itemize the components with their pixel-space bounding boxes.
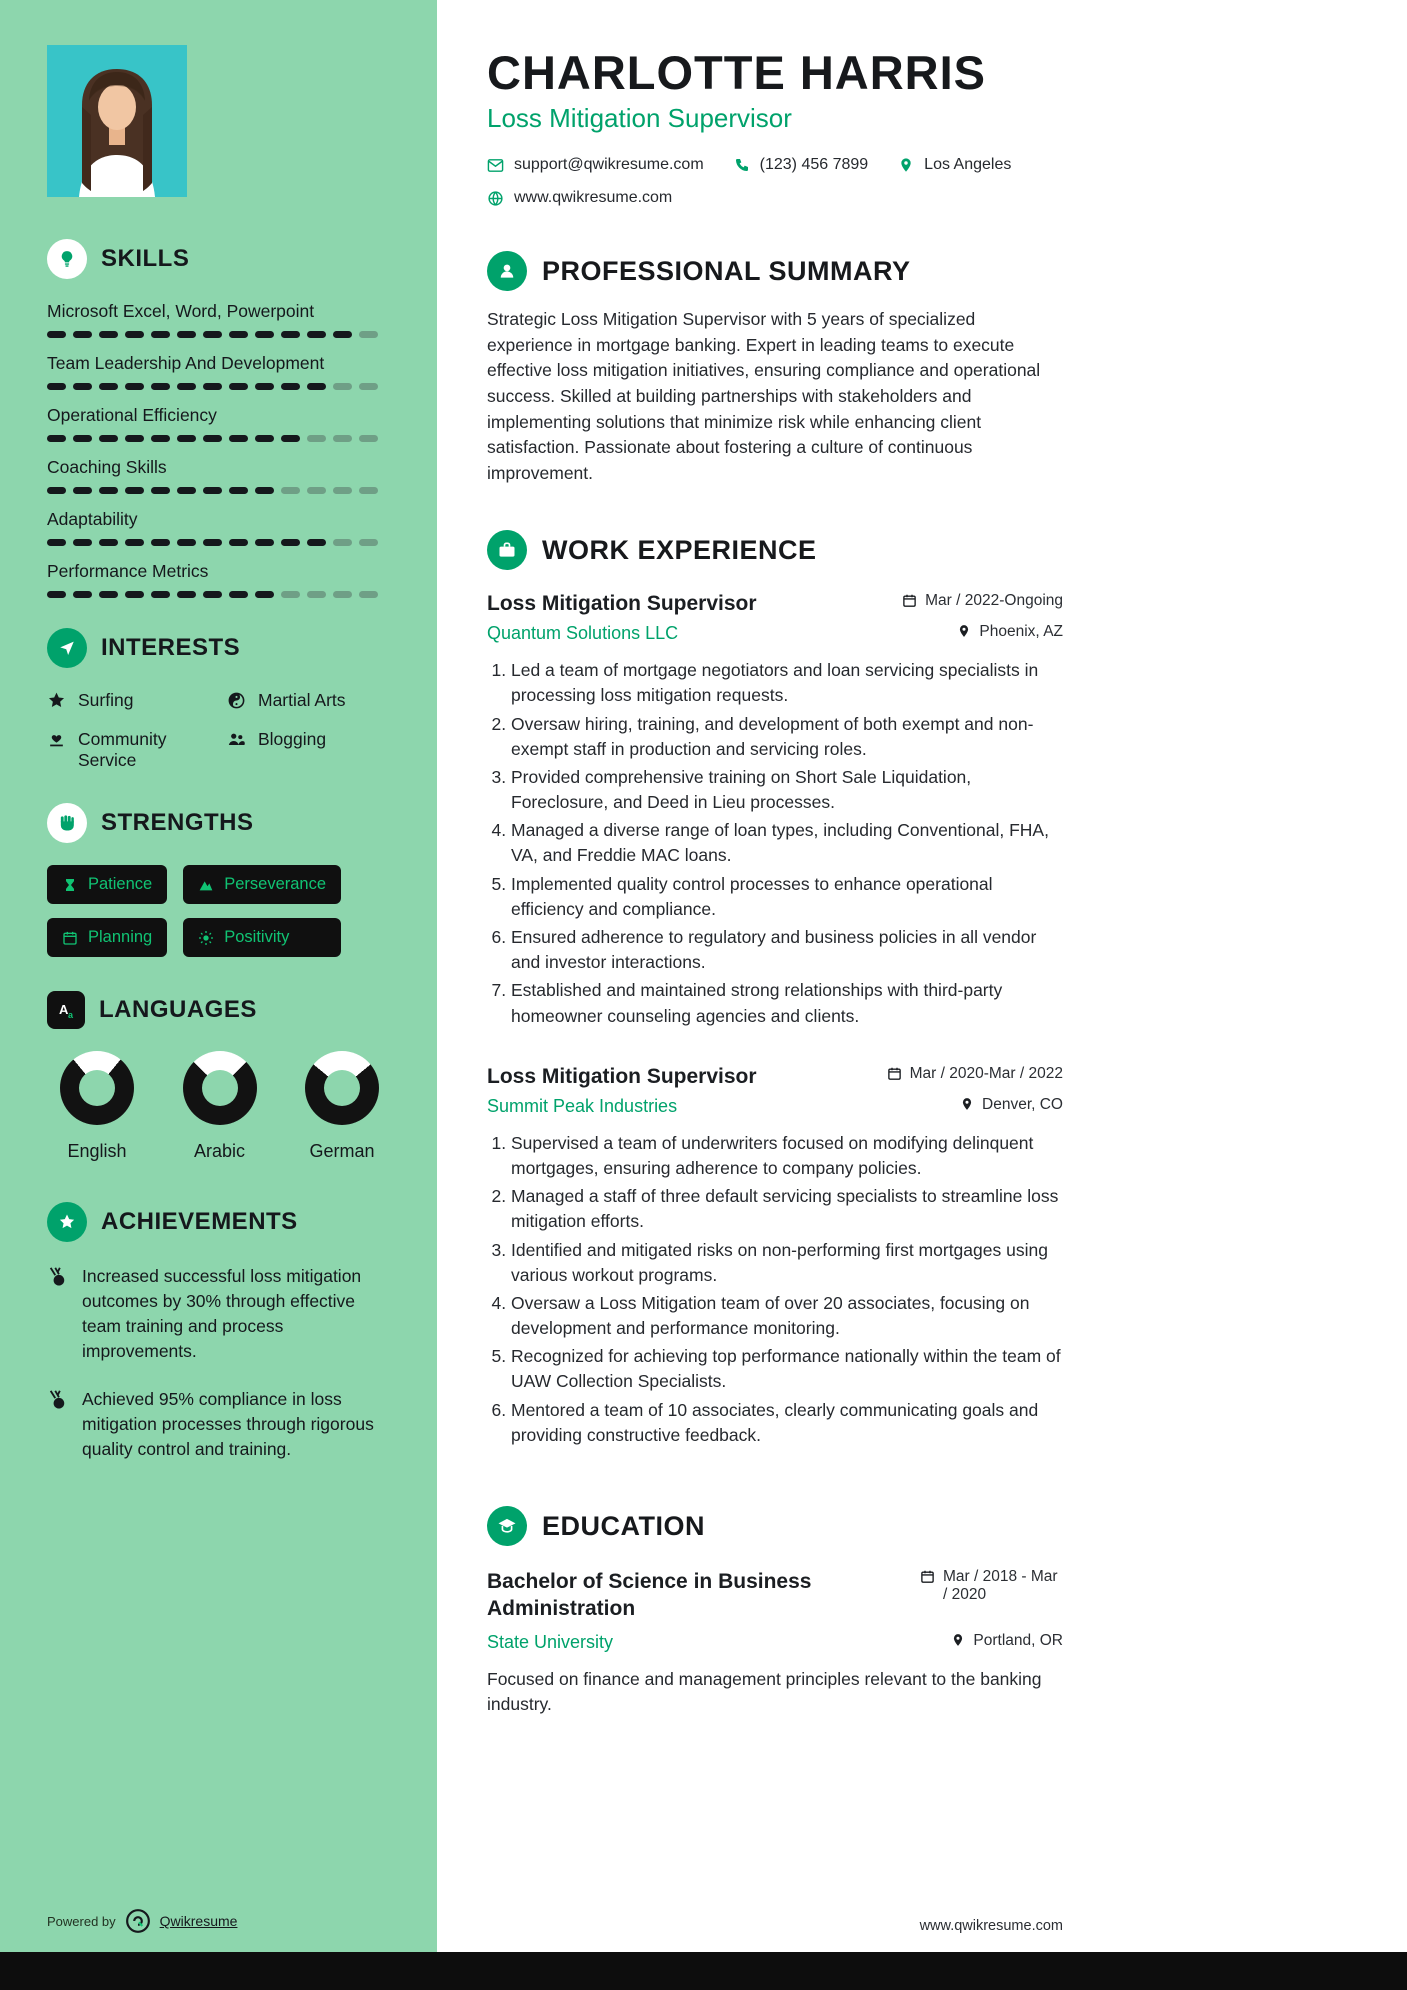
achievements-section [47,1202,392,1462]
strength-pill: Planning [47,918,167,957]
job-bullet: 6. Mentored a team of 10 associates, clearly communicating goals and providing constructive feedback. [511,1398,1063,1448]
language-item: Arabic [170,1051,270,1162]
education-description: Focused on finance and management principles relevant to the banking industry. [487,1668,1042,1715]
job-entry [487,592,1063,1029]
education-title: EDUCATION [542,1510,705,1541]
person-name: CHARLOTTE HARRIS [487,46,987,99]
job-bullet: 5. Recognized for achieving top performance nationally within the team of UAW Collection Specialists. [511,1344,1063,1394]
job-location: Phoenix, AZ [957,623,1063,641]
summary-title: PROFESSIONAL SUMMARY [542,255,911,286]
phone-number: (123) 456 7899 [734,156,869,174]
interests-section [47,628,392,771]
lightbulb-icon [47,239,87,279]
job-bullet: 3. Provided comprehensive training on Short Sale Liquidation, Foreclosure, and Deed in Lieu processes. [511,765,1063,815]
job-dates: Mar / 2022-Ongoing [902,592,1063,610]
job-location: Denver, CO [960,1096,1063,1114]
strengths-title: STRENGTHS [101,809,254,836]
experience-section [487,530,1063,1448]
medal-icon [47,1389,69,1411]
job-bullet: 4. Oversaw a Loss Mitigation team of over 20 associates, focusing on development and performance monitoring. [511,1291,1063,1341]
job-bullet: 7. Established and maintained strong relationships with third-party homeowner counseling agencies and clients. [511,978,1063,1028]
fist-icon [47,803,87,843]
achievement-item: Increased successful loss mitigation outcomes by 30% through effective team training and process improvements. [47,1264,392,1363]
qwikresume-link[interactable]: Qwikresume [159,1913,238,1929]
globe-icon [487,190,504,207]
summary-section [487,251,1063,486]
job-dates: Mar / 2020-Mar / 2022 [887,1065,1063,1083]
skill-item: Coaching Skills [47,457,392,494]
skills-title: SKILLS [101,245,190,272]
skill-bar [47,591,392,598]
job-bullet: 4. Managed a diverse range of loan types, including Conventional, FHA, VA, and Freddie MAC loans. [511,818,1063,868]
summary-text: Strategic Loss Mitigation Supervisor with 5 years of specialized experience in mortgage banking. Expert in leading teams to execute effective loss mitigation initiatives, ensuring compliance and operational success. Skilled at building partnerships with stakeholders and implementing solutions that minimize risk while enhancing client satisfaction. Passionate about fostering a culture of continuous improvement. [487,309,1041,483]
education-entry [487,1568,1063,1718]
language-donut [60,1051,134,1125]
strength-pill: Perseverance [183,865,341,904]
achievements-title: ACHIEVEMENTS [101,1208,298,1235]
map-pin-icon [957,624,971,638]
skill-bar [47,331,392,338]
calendar-icon [920,1569,935,1584]
website-link[interactable]: www.qwikresume.com [487,189,672,207]
interest-item: Surfing [47,690,219,711]
job-bullet: 1. Supervised a team of underwriters focused on modifying delinquent mortgages, ensuring adherence to company policies. [511,1131,1063,1181]
hand-heart-icon [47,730,66,749]
user-icon [487,251,527,291]
education-location: Portland, OR [951,1632,1063,1650]
star-icon [47,691,66,710]
languages-section [47,991,392,1162]
map-pin-icon [951,1633,965,1647]
interests-title: INTERESTS [101,634,241,661]
powered-by [47,1908,237,1934]
interest-item: Blogging [227,729,392,771]
location-label: Los Angeles [898,156,1011,174]
interest-item: Martial Arts [227,690,392,711]
skill-bar [47,383,392,390]
bottom-bar [0,1952,1407,1990]
skill-item: Team Leadership And Development [47,353,392,390]
education-section [487,1506,1063,1718]
job-bullet: 1. Led a team of mortgage negotiators and loan servicing specialists in processing loss mitigation requests. [511,658,1063,708]
svg-text:A: A [59,1002,69,1017]
language-donut [305,1051,379,1125]
job-bullets [487,1131,1063,1448]
job-title: Loss Mitigation Supervisor [487,592,757,616]
medal-icon [47,1266,69,1288]
job-company: Quantum Solutions LLC [487,623,679,644]
footer-website: www.qwikresume.com [919,1918,1063,1934]
paper-plane-icon [47,628,87,668]
qwikresume-logo-icon [125,1908,151,1934]
skill-bar [47,435,392,442]
skill-item: Microsoft Excel, Word, Powerpoint [47,301,392,338]
sidebar [0,0,437,1952]
school-name: State University [487,1631,614,1652]
job-company: Summit Peak Industries [487,1095,678,1116]
translate-icon [47,991,85,1029]
map-pin-icon [960,1097,974,1111]
skill-item: Operational Efficiency [47,405,392,442]
skills-section [47,239,392,598]
mountain-icon [198,877,214,893]
education-dates: Mar / 2018 - Mar / 2020 [920,1568,1063,1604]
skill-item: Performance Metrics [47,561,392,598]
yin-yang-icon [227,691,246,710]
job-bullet: 2. Oversaw hiring, training, and development of both exempt and non-exempt staff in production and servicing roles. [511,712,1063,762]
skill-bar [47,539,392,546]
languages-title: LANGUAGES [99,996,257,1023]
star-badge-icon [47,1202,87,1242]
interest-item: Community Service [47,729,219,771]
job-bullet: 2. Managed a staff of three default servicing specialists to streamline loss mitigation efforts. [511,1184,1063,1234]
strengths-section [47,803,392,957]
users-icon [227,730,246,749]
degree-name: Bachelor of Science in Business Administration [487,1570,812,1621]
envelope-icon [487,157,504,174]
skill-item: Adaptability [47,509,392,546]
sun-icon [198,930,214,946]
job-entry [487,1065,1063,1448]
contact-info [487,156,1063,207]
job-title: Loss Mitigation Supervisor [487,1064,757,1088]
svg-text:a: a [68,1010,74,1020]
calendar-icon [887,1066,902,1081]
main-column [437,0,1063,1952]
person-role: Loss Mitigation Supervisor [487,103,792,134]
job-bullet: 6. Ensured adherence to regulatory and business policies in all vendor and investor interactions. [511,925,1063,975]
graduation-cap-icon [487,1506,527,1546]
calendar-icon [902,593,917,608]
strength-pill: Positivity [183,918,341,957]
powered-by-label: Powered by [47,1913,116,1929]
hourglass-icon [62,877,78,893]
briefcase-icon [487,530,527,570]
experience-title: WORK EXPERIENCE [542,534,817,565]
job-bullets [487,658,1063,1029]
language-item: English [47,1051,147,1162]
skill-bar [47,487,392,494]
job-bullet: 5. Implemented quality control processes to enhance operational efficiency and compliance. [511,872,1063,922]
job-bullet: 3. Identified and mitigated risks on non-performing first mortgages using various workout programs. [511,1238,1063,1288]
calendar-icon [62,930,78,946]
email-link[interactable]: support@qwikresume.com [487,156,704,174]
language-donut [183,1051,257,1125]
phone-icon [734,157,750,173]
achievement-item: Achieved 95% compliance in loss mitigation processes through rigorous quality control and training. [47,1387,392,1462]
profile-photo [47,45,187,197]
strength-pill: Patience [47,865,167,904]
language-item: German [292,1051,392,1162]
map-pin-icon [898,157,914,173]
